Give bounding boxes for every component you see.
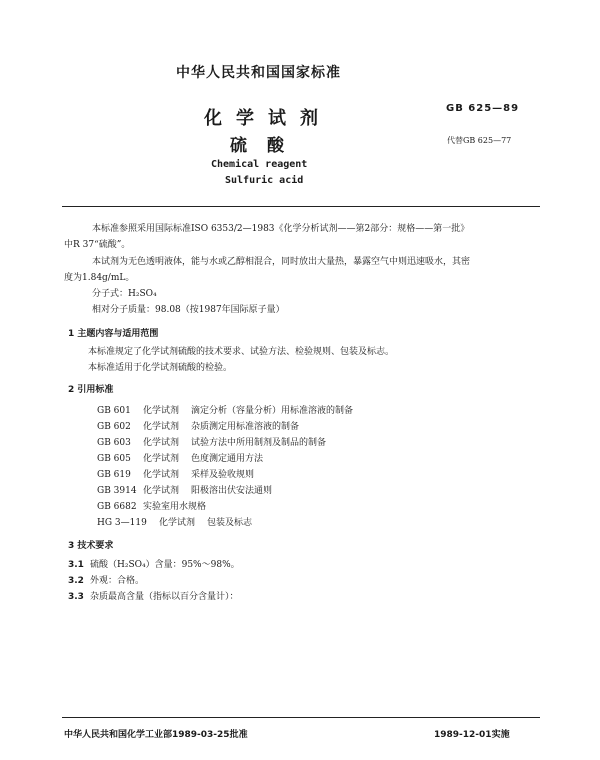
intro-line-1: 本标准参照采用国际标准ISO 6353/2—1983《化学分析试剂——第2部分：规格——第一批》 bbox=[92, 224, 470, 234]
standard-number: GB 625—89 bbox=[446, 103, 520, 114]
ref-title: 滴定分析（容量分析）用标准溶液的制备 bbox=[191, 406, 354, 416]
ref-row bbox=[97, 436, 326, 450]
ref-code: GB 605 bbox=[97, 454, 131, 464]
section-3-heading: 3 技术要求 bbox=[68, 541, 114, 551]
clause-number: 3.3 bbox=[68, 592, 84, 602]
ref-category: 化学试剂 bbox=[143, 422, 180, 432]
ref-category: 化学试剂 bbox=[143, 470, 180, 480]
ref-category: 化学试剂 bbox=[143, 486, 180, 496]
ref-row bbox=[97, 500, 206, 514]
intro-line-2: 中R 37“硫酸”。 bbox=[64, 240, 131, 250]
section-2-heading: 2 引用标准 bbox=[68, 385, 114, 395]
top-rule bbox=[62, 206, 540, 207]
footer-rule bbox=[62, 717, 540, 718]
clause-text: 外观：合格。 bbox=[90, 576, 145, 586]
molecular-weight: 相对分子质量：98.08（按1987年国际原子量） bbox=[92, 305, 285, 315]
ref-row bbox=[97, 420, 299, 434]
title-english-reagent: Chemical reagent bbox=[211, 159, 308, 170]
ref-code: GB 619 bbox=[97, 470, 131, 480]
ref-code: GB 3914 bbox=[97, 486, 137, 496]
ref-code: HG 3—119 bbox=[97, 518, 147, 528]
ref-row bbox=[97, 468, 254, 482]
ref-title: 试验方法中所用制剂及制品的制备 bbox=[191, 438, 327, 448]
ref-code: GB 601 bbox=[97, 406, 131, 416]
ref-category: 化学试剂 bbox=[143, 406, 180, 416]
ref-category: 化学试剂 bbox=[159, 518, 196, 528]
clause-number: 3.1 bbox=[68, 560, 84, 570]
title-english-sulfuric: Sulfuric acid bbox=[225, 175, 304, 186]
title-chinese-sulfuric: 硫酸 bbox=[230, 136, 304, 156]
clause-3-2 bbox=[68, 574, 144, 588]
ref-code: GB 603 bbox=[97, 438, 131, 448]
ref-code: GB 6682 bbox=[97, 502, 137, 512]
intro-line-3: 本试剂为无色透明液体，能与水或乙醇相混合，同时放出大量热，暴露空气中则迅速吸水，其密 bbox=[92, 257, 471, 267]
ref-row bbox=[97, 516, 252, 530]
national-standard-heading: 中华人民共和国国家标准 bbox=[176, 65, 341, 81]
ref-row bbox=[97, 452, 263, 466]
clause-3-1 bbox=[68, 558, 240, 572]
clause-number: 3.2 bbox=[68, 576, 84, 586]
ref-title: 杂质测定用标准溶液的制备 bbox=[191, 422, 300, 432]
clause-text: 硫酸（H₂SO₄）含量：95%～98%。 bbox=[90, 560, 240, 570]
section-1-para-1: 本标准规定了化学试剂硫酸的技术要求、试验方法、检验规则、包装及标志。 bbox=[88, 347, 395, 357]
ref-title: 色度测定通用方法 bbox=[191, 454, 264, 464]
ref-title: 包装及标志 bbox=[207, 518, 253, 528]
intro-line-4: 度为1.84g/mL。 bbox=[64, 273, 135, 283]
section-1-para-2: 本标准适用于化学试剂硫酸的检验。 bbox=[88, 363, 233, 373]
title-chinese-reagent: 化学试剂 bbox=[204, 108, 332, 129]
ref-title: 阳极溶出伏安法通则 bbox=[191, 486, 273, 496]
ref-title: 实验室用水规格 bbox=[143, 502, 207, 512]
ref-code: GB 602 bbox=[97, 422, 131, 432]
effective-date: 1989-12-01实施 bbox=[434, 730, 510, 740]
clause-3-3 bbox=[68, 590, 239, 604]
ref-category: 化学试剂 bbox=[143, 454, 180, 464]
approval-line: 中华人民共和国化学工业部1989-03-25批准 bbox=[64, 730, 248, 740]
ref-row bbox=[97, 484, 272, 498]
molecular-formula: 分子式：H₂SO₄ bbox=[92, 289, 157, 299]
ref-category: 化学试剂 bbox=[143, 438, 180, 448]
section-1-heading: 1 主题内容与适用范围 bbox=[68, 329, 159, 339]
clause-text: 杂质最高含量（指标以百分含量计）： bbox=[90, 592, 239, 602]
ref-title: 采样及验收规则 bbox=[191, 470, 255, 480]
ref-row bbox=[97, 404, 353, 418]
replaces-note: 代替GB 625—77 bbox=[447, 136, 512, 145]
